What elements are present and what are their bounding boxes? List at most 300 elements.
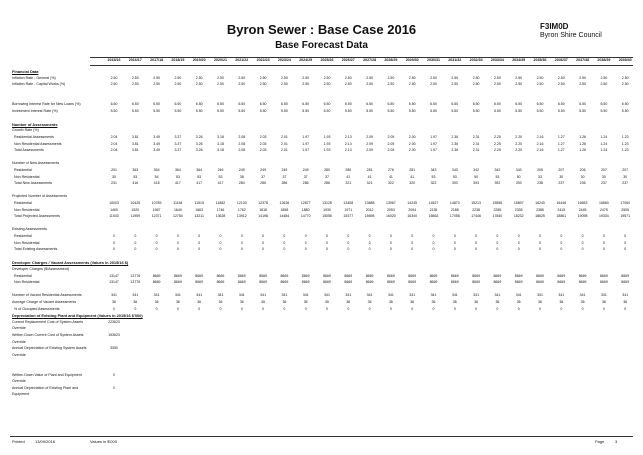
- table-cell: 2.50: [408, 82, 416, 87]
- table-cell: 2.13: [344, 148, 352, 153]
- table-row: [0, 155, 643, 161]
- table-cell: 2.03: [259, 141, 267, 146]
- year-header-10: 2025/26: [320, 58, 334, 62]
- table-cell: 0: [134, 247, 137, 252]
- table-cell: 1.97: [430, 135, 437, 139]
- table-cell: 17840: [492, 214, 503, 219]
- table-cell: 12371: [151, 214, 162, 219]
- page-number: 3: [615, 439, 618, 444]
- table-cell: 0: [411, 247, 414, 252]
- table-cell: 8669: [450, 280, 459, 285]
- table-row: [0, 241, 643, 247]
- table-cell: 0: [581, 234, 584, 238]
- table-cell: 2.50: [557, 82, 565, 87]
- table-row: [0, 293, 643, 299]
- table-row: [0, 247, 643, 253]
- table-cell: 5.50: [280, 108, 288, 113]
- row-label: Existing Assessments: [12, 227, 47, 232]
- table-cell: 5.50: [344, 108, 352, 113]
- year-header-12: 2027/28: [363, 58, 377, 62]
- year-header-24: 2039/40: [618, 58, 632, 62]
- table-cell: 0: [581, 247, 584, 252]
- table-cell: 2.50: [323, 75, 331, 80]
- table-cell: 8669: [557, 273, 566, 278]
- table-row: [0, 122, 643, 128]
- table-cell: 1.93: [323, 135, 331, 139]
- table-cell: 1746: [216, 207, 225, 212]
- table-cell: 5.50: [259, 108, 267, 113]
- row-label: Override: [12, 352, 26, 357]
- table-cell: 364: [174, 168, 181, 172]
- row-label: Residential: [14, 201, 32, 205]
- table-cell: 8669: [152, 280, 161, 285]
- table-row: [0, 366, 643, 372]
- table-cell: 53: [197, 174, 202, 179]
- table-cell: 2.03: [259, 148, 267, 153]
- table-cell: 2.20: [515, 148, 523, 153]
- table-cell: 2.08: [238, 135, 246, 139]
- table-cell: 8669: [301, 280, 310, 285]
- table-cell: 1858: [280, 207, 289, 212]
- table-cell: 16662: [428, 214, 439, 219]
- row-label: Borrowing Interest Rate for New Loans (%): [12, 102, 81, 106]
- table-row: [0, 373, 643, 379]
- table-cell: 3.26: [195, 135, 203, 139]
- table-cell: 0: [155, 234, 158, 238]
- table-row: [0, 89, 643, 95]
- year-header-2: 2017/18: [150, 58, 164, 62]
- table-row: [0, 274, 643, 280]
- table-cell: 11515: [194, 201, 204, 205]
- table-cell: 2.36: [451, 148, 459, 153]
- table-row: [0, 353, 643, 359]
- table-cell: 2.31: [472, 135, 480, 139]
- table-cell: 5.50: [302, 108, 310, 113]
- table-cell: 36: [367, 300, 372, 304]
- table-cell: 11882: [215, 201, 226, 205]
- table-row: [0, 69, 643, 75]
- footer-rule: [10, 436, 633, 437]
- table-cell: 249: [260, 168, 267, 172]
- table-cell: 2.36: [451, 141, 459, 146]
- table-cell: 36: [261, 300, 266, 304]
- table-cell: 153623: [108, 333, 120, 337]
- table-cell: 2.50: [302, 75, 310, 80]
- table-cell: 393: [515, 181, 522, 186]
- row-label: % of Occupied Assessments: [14, 306, 60, 311]
- row-label: Total Projected Assessments: [14, 214, 60, 219]
- table-cell: 0: [389, 247, 392, 252]
- year-header-4: 2019/20: [192, 58, 206, 62]
- table-cell: 14770: [300, 214, 311, 219]
- table-row: [0, 280, 643, 286]
- printed-label: Printed: [12, 439, 25, 444]
- table-cell: 2.50: [238, 82, 246, 87]
- table-cell: 2.50: [323, 82, 331, 87]
- table-cell: 6.50: [238, 102, 246, 106]
- table-cell: 18861: [556, 214, 567, 219]
- table-cell: 0: [134, 240, 137, 245]
- row-label: Total Assessments: [14, 148, 44, 153]
- table-cell: 249: [302, 168, 309, 172]
- table-cell: 2.50: [493, 82, 501, 87]
- table-cell: 36: [580, 300, 585, 304]
- table-row: [0, 386, 643, 392]
- year-header-11: 2026/27: [341, 58, 355, 62]
- table-cell: 2135: [429, 207, 438, 212]
- table-cell: 2012: [365, 207, 374, 212]
- table-cell: 1.97: [302, 141, 310, 146]
- table-cell: 0: [176, 247, 179, 252]
- table-cell: 2.20: [515, 135, 523, 139]
- table-cell: 8669: [173, 280, 182, 285]
- table-cell: 249: [238, 168, 245, 172]
- table-cell: 417: [217, 181, 224, 186]
- table-cell: 1.23: [621, 135, 629, 139]
- table-row: [0, 128, 643, 134]
- table-row: [0, 95, 643, 101]
- table-cell: 341: [174, 293, 181, 298]
- table-cell: 207: [600, 168, 607, 172]
- table-cell: 3.18: [217, 135, 224, 139]
- row-label: Annual Depreciation of Existing System Assets: [12, 346, 87, 351]
- table-cell: 341: [579, 293, 586, 298]
- table-cell: 8669: [344, 280, 353, 285]
- row-label: Written Down Value of Plant and Equipment: [12, 372, 82, 377]
- table-cell: 17058: [449, 214, 460, 219]
- table-cell: 286: [260, 181, 267, 186]
- table-cell: 1.26: [579, 135, 586, 139]
- table-cell: 0: [113, 306, 115, 311]
- year-header-22: 2037/38: [576, 58, 590, 62]
- report-subtitle: Base Forecast Data: [275, 40, 368, 51]
- table-cell: 2.08: [238, 141, 246, 146]
- table-cell: 53: [431, 174, 436, 179]
- table-cell: 0: [581, 306, 584, 311]
- table-cell: 8669: [621, 273, 630, 278]
- table-cell: 33: [538, 174, 542, 179]
- table-cell: 0: [155, 240, 158, 245]
- table-cell: 3.49: [153, 135, 160, 139]
- table-row: [0, 181, 643, 187]
- year-header-23: 2038/39: [597, 58, 611, 62]
- table-cell: 321: [366, 181, 373, 186]
- table-cell: 12626: [279, 201, 290, 205]
- table-cell: 206: [579, 168, 586, 172]
- table-row: [0, 142, 643, 148]
- table-row: [0, 188, 643, 194]
- table-cell: 12877: [300, 201, 311, 205]
- table-cell: 0: [624, 234, 627, 238]
- table-cell: 2.50: [408, 75, 416, 80]
- row-label: Override: [12, 326, 26, 331]
- table-cell: 0: [176, 306, 179, 311]
- table-cell: 0: [475, 240, 478, 245]
- table-row: [0, 326, 643, 332]
- table-cell: 0: [176, 240, 179, 245]
- table-cell: 8669: [195, 280, 204, 285]
- table-cell: 2.04: [110, 141, 118, 146]
- table-cell: 2.50: [515, 75, 523, 80]
- table-cell: 223623: [108, 319, 120, 324]
- year-header-21: 2036/37: [554, 58, 568, 62]
- table-row: [0, 214, 643, 220]
- table-cell: 0: [475, 306, 478, 311]
- table-cell: 3.37: [174, 141, 182, 146]
- table-cell: 0: [262, 306, 265, 311]
- table-cell: 2.50: [195, 75, 203, 80]
- table-cell: 36: [325, 300, 329, 304]
- table-cell: 2335: [514, 207, 523, 212]
- table-cell: 8669: [259, 280, 267, 285]
- table-cell: 6.50: [451, 102, 459, 106]
- table-cell: 6.50: [110, 102, 118, 106]
- table-cell: 417: [174, 181, 181, 186]
- table-cell: 341: [387, 293, 394, 298]
- table-cell: 2.50: [430, 75, 437, 80]
- table-cell: 0: [134, 306, 137, 311]
- table-cell: 2.50: [430, 82, 437, 87]
- table-cell: 36: [388, 300, 393, 304]
- table-cell: 8669: [450, 273, 459, 278]
- table-cell: 0: [198, 234, 201, 238]
- table-cell: 38: [239, 174, 244, 179]
- table-cell: 0: [113, 234, 115, 238]
- table-cell: 54: [154, 174, 159, 179]
- table-cell: 0: [432, 234, 435, 238]
- table-cell: 3.81: [131, 148, 139, 153]
- table-row: [0, 135, 643, 141]
- row-label: Number of New Assessments: [12, 161, 60, 166]
- table-cell: 2188: [450, 207, 459, 212]
- table-cell: 53: [133, 174, 138, 179]
- table-cell: 417: [196, 181, 203, 186]
- table-cell: 8669: [578, 273, 587, 278]
- year-header-17: 2032/33: [469, 58, 483, 62]
- table-cell: 341: [430, 293, 437, 298]
- table-cell: 36: [623, 300, 628, 304]
- table-cell: 36: [154, 300, 159, 304]
- table-cell: 19334: [599, 214, 609, 219]
- table-cell: 18232: [513, 214, 524, 219]
- row-label: Financial Data: [12, 69, 39, 74]
- table-cell: 393: [451, 181, 458, 186]
- table-row: [0, 76, 643, 82]
- table-cell: 36: [410, 300, 415, 304]
- table-cell: 8669: [599, 273, 608, 278]
- row-label: Residential Assessments: [14, 135, 54, 139]
- table-cell: 236: [579, 181, 586, 186]
- table-cell: 8669: [365, 280, 374, 285]
- table-cell: 341: [196, 293, 203, 298]
- table-cell: 53: [452, 174, 457, 179]
- table-cell: 0: [602, 247, 605, 252]
- table-cell: 5.50: [536, 108, 544, 113]
- table-cell: 8669: [408, 280, 417, 285]
- table-cell: 320: [409, 181, 416, 186]
- table-cell: 36: [495, 300, 500, 304]
- table-cell: 6.50: [600, 102, 608, 106]
- year-header-13: 2028/29: [384, 58, 398, 62]
- table-cell: 2.50: [366, 82, 373, 87]
- table-cell: 2.05: [387, 135, 395, 139]
- table-cell: 6.50: [280, 102, 288, 106]
- table-cell: 205: [537, 168, 543, 172]
- table-cell: 2475: [599, 207, 608, 212]
- table-cell: 8669: [386, 273, 395, 278]
- table-cell: 207: [558, 168, 565, 172]
- table-cell: 2.31: [472, 148, 480, 153]
- table-cell: 15698: [364, 214, 375, 219]
- table-cell: 3.18: [217, 141, 224, 146]
- table-cell: 341: [302, 293, 309, 298]
- table-cell: 2.50: [621, 75, 629, 80]
- table-cell: 10789: [151, 201, 162, 205]
- table-cell: 0: [411, 240, 414, 245]
- table-cell: 416: [132, 181, 139, 186]
- table-cell: 8669: [621, 280, 630, 285]
- table-cell: 341: [537, 293, 543, 298]
- table-cell: 1.26: [579, 148, 586, 153]
- table-cell: 36: [346, 300, 351, 304]
- table-cell: 0: [624, 240, 627, 245]
- table-cell: 0: [432, 306, 435, 311]
- table-cell: 14484: [279, 214, 290, 219]
- table-cell: 15555: [492, 201, 503, 205]
- table-cell: 2.09: [366, 135, 373, 139]
- table-cell: 0: [602, 240, 605, 245]
- table-cell: 8669: [578, 280, 587, 285]
- table-cell: 2.50: [472, 75, 480, 80]
- row-label: Depreciation of Existing Plant and Equipment (Values in 2015/16 $'000): [12, 313, 143, 319]
- table-cell: 36: [282, 300, 287, 304]
- table-cell: 6.50: [493, 102, 501, 106]
- table-cell: 5.50: [110, 108, 118, 113]
- table-cell: 1.27: [557, 135, 565, 139]
- table-cell: 50: [474, 174, 479, 179]
- table-cell: 6.50: [174, 102, 182, 106]
- table-cell: 341: [558, 293, 565, 298]
- table-cell: 0: [496, 306, 499, 311]
- table-cell: 0: [326, 234, 328, 238]
- table-cell: 13776: [130, 280, 141, 285]
- table-cell: 0: [262, 247, 265, 252]
- table-cell: 0: [113, 240, 115, 245]
- table-cell: 13688: [364, 201, 375, 205]
- table-cell: 341: [366, 293, 373, 298]
- table-cell: 2.50: [579, 75, 586, 80]
- table-cell: 2.31: [472, 141, 480, 146]
- row-label: Non Residential: [14, 174, 40, 179]
- table-row: [0, 148, 643, 154]
- table-cell: 2.50: [451, 75, 459, 80]
- table-cell: 2.50: [280, 82, 288, 87]
- table-cell: 37: [325, 174, 329, 179]
- table-cell: 2.13: [344, 141, 352, 146]
- row-label: Total New Assessments: [14, 181, 52, 186]
- table-cell: 0: [326, 247, 328, 252]
- table-cell: 0: [262, 240, 265, 245]
- table-cell: 36: [559, 300, 564, 304]
- table-cell: 1.93: [323, 141, 331, 146]
- table-cell: 2053: [386, 207, 395, 212]
- table-cell: 1520: [131, 207, 140, 212]
- table-cell: 1971: [344, 207, 353, 212]
- year-header-8: 2023/24: [277, 58, 291, 62]
- table-cell: 2.50: [153, 75, 160, 80]
- table-cell: 2.50: [153, 82, 160, 87]
- table-cell: 36: [133, 300, 138, 304]
- table-cell: 8669: [557, 280, 566, 285]
- table-cell: 2.01: [280, 135, 288, 139]
- year-header-14: 2029/30: [405, 58, 419, 62]
- table-cell: 10003: [109, 201, 119, 205]
- row-label: Non Residential: [14, 240, 40, 245]
- table-cell: 0: [475, 247, 478, 252]
- table-cell: 17060: [620, 201, 631, 205]
- report-title: Byron Sewer : Base Case 2016: [226, 22, 417, 37]
- table-cell: 2.50: [174, 75, 182, 80]
- table-row: [0, 307, 643, 313]
- table-cell: 0: [389, 234, 392, 238]
- table-cell: 341: [324, 293, 330, 298]
- table-cell: 41: [367, 174, 372, 179]
- table-cell: 8669: [408, 273, 417, 278]
- table-cell: 5.50: [217, 108, 224, 113]
- table-cell: 30: [559, 174, 564, 179]
- table-cell: 286: [302, 181, 309, 186]
- table-cell: 36: [303, 300, 308, 304]
- table-cell: 8669: [173, 273, 182, 278]
- table-cell: 341: [238, 293, 245, 298]
- table-cell: 6.50: [366, 102, 373, 106]
- table-cell: 12784: [173, 214, 183, 219]
- table-cell: 1.93: [323, 148, 331, 153]
- table-cell: 1.97: [302, 135, 310, 139]
- table-cell: 0: [262, 234, 265, 238]
- table-cell: 6.50: [131, 102, 139, 106]
- table-cell: 5.50: [579, 108, 586, 113]
- table-cell: 341: [132, 293, 139, 298]
- table-cell: 5.50: [408, 108, 416, 113]
- table-cell: 0: [453, 240, 456, 245]
- table-cell: 2.16: [536, 148, 544, 153]
- table-row: [0, 161, 643, 167]
- table-cell: 37: [261, 174, 266, 179]
- council-name: Byron Shire Council: [540, 32, 602, 39]
- table-cell: 0: [368, 247, 371, 252]
- table-cell: 30: [623, 174, 628, 179]
- table-cell: 11959: [130, 214, 141, 219]
- table-cell: 0: [539, 240, 541, 245]
- table-cell: 6.50: [387, 102, 395, 106]
- table-cell: 2.50: [259, 82, 267, 87]
- table-row: [0, 260, 643, 266]
- row-label: Annual Depreciation of Existing Plant and: [12, 385, 79, 390]
- table-cell: 3.49: [153, 141, 160, 146]
- year-header-6: 2021/22: [235, 58, 249, 62]
- table-cell: 16340: [407, 214, 418, 219]
- table-cell: 0: [176, 234, 179, 238]
- table-cell: 0: [624, 247, 627, 252]
- table-cell: 36: [197, 300, 202, 304]
- table-cell: 2.50: [217, 75, 224, 80]
- table-cell: 13776: [130, 273, 141, 278]
- table-cell: 363: [132, 168, 139, 172]
- table-cell: 0: [368, 240, 371, 245]
- table-cell: 2.25: [493, 135, 501, 139]
- printed-date: 13/09/2016: [35, 439, 56, 444]
